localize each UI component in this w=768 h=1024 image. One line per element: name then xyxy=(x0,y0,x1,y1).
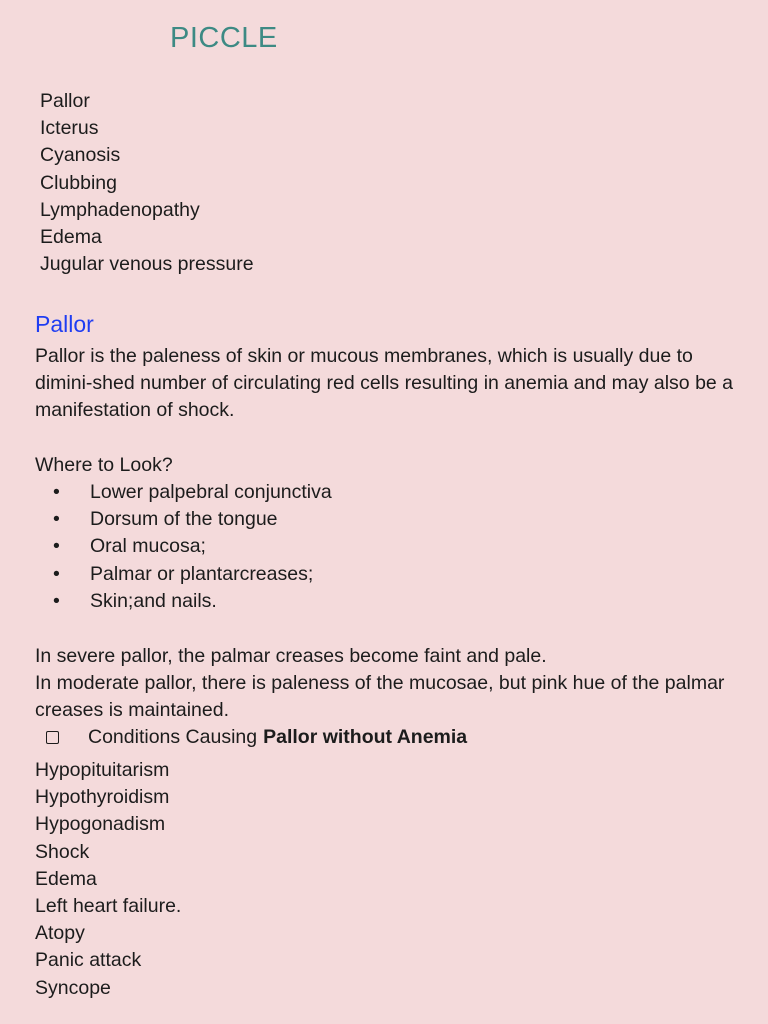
list-item: Hypothyroidism xyxy=(35,786,170,809)
conditions-prefix: Conditions Causing xyxy=(88,726,258,748)
severe-pallor-note: In severe pallor, the palmar creases become faint and pale. xyxy=(35,645,547,667)
bullet-icon: • xyxy=(53,535,60,558)
list-item: • Palmar or plantarcreases; xyxy=(35,561,332,588)
list-item: Atopy xyxy=(35,922,85,945)
list-item: Icterus xyxy=(40,117,99,140)
list-item: • Oral mucosa; xyxy=(35,533,332,560)
list-item: Cyanosis xyxy=(40,144,121,167)
list-item: Clubbing xyxy=(40,171,117,194)
bullet-icon: • xyxy=(53,508,60,531)
checkbox-icon xyxy=(46,731,59,744)
list-item: Shock xyxy=(35,840,90,863)
bullet-icon: • xyxy=(53,589,60,612)
list-item: Panic attack xyxy=(35,949,142,972)
bullet-icon: • xyxy=(53,481,60,503)
list-item: Jugular venous pressure xyxy=(40,253,254,276)
list-item: Edema xyxy=(40,226,102,249)
list-item: Lymphadenopathy xyxy=(40,198,200,221)
conditions-heading xyxy=(46,724,467,751)
list-item: Hypopituitarism xyxy=(35,759,170,781)
list-item: Hypogonadism xyxy=(35,813,166,836)
list-item: • Lower palpebral conjunctiva xyxy=(35,479,332,506)
list-item: Pallor xyxy=(40,90,90,112)
list-item: Syncope xyxy=(35,976,111,999)
conditions-bold: Pallor without Anemia xyxy=(263,726,468,748)
acronym-list xyxy=(40,88,254,278)
moderate-pallor-note: In moderate pallor, there is paleness of the mucosae, but pink hue of the palmar creases is maintained. xyxy=(35,672,725,722)
section-heading-pallor: Pallor xyxy=(35,311,94,337)
page-title: PICCLE xyxy=(170,22,278,54)
bullet-icon: • xyxy=(53,562,60,585)
list-item: • Dorsum of the tongue xyxy=(35,506,332,533)
list-item: Edema xyxy=(35,867,97,890)
list-item: • Skin;and nails. xyxy=(35,588,332,615)
where-to-look-label: Where to Look? xyxy=(35,454,173,476)
pallor-definition: Pallor is the paleness of skin or mucous membranes, which is usually due to dimini-shed number of circulating red cells resulting in anemia and may also be a manifestation of shock. xyxy=(35,345,734,422)
where-to-look-list xyxy=(35,479,332,615)
conditions-list xyxy=(35,757,181,1002)
list-item: Left heart failure. xyxy=(35,895,182,918)
